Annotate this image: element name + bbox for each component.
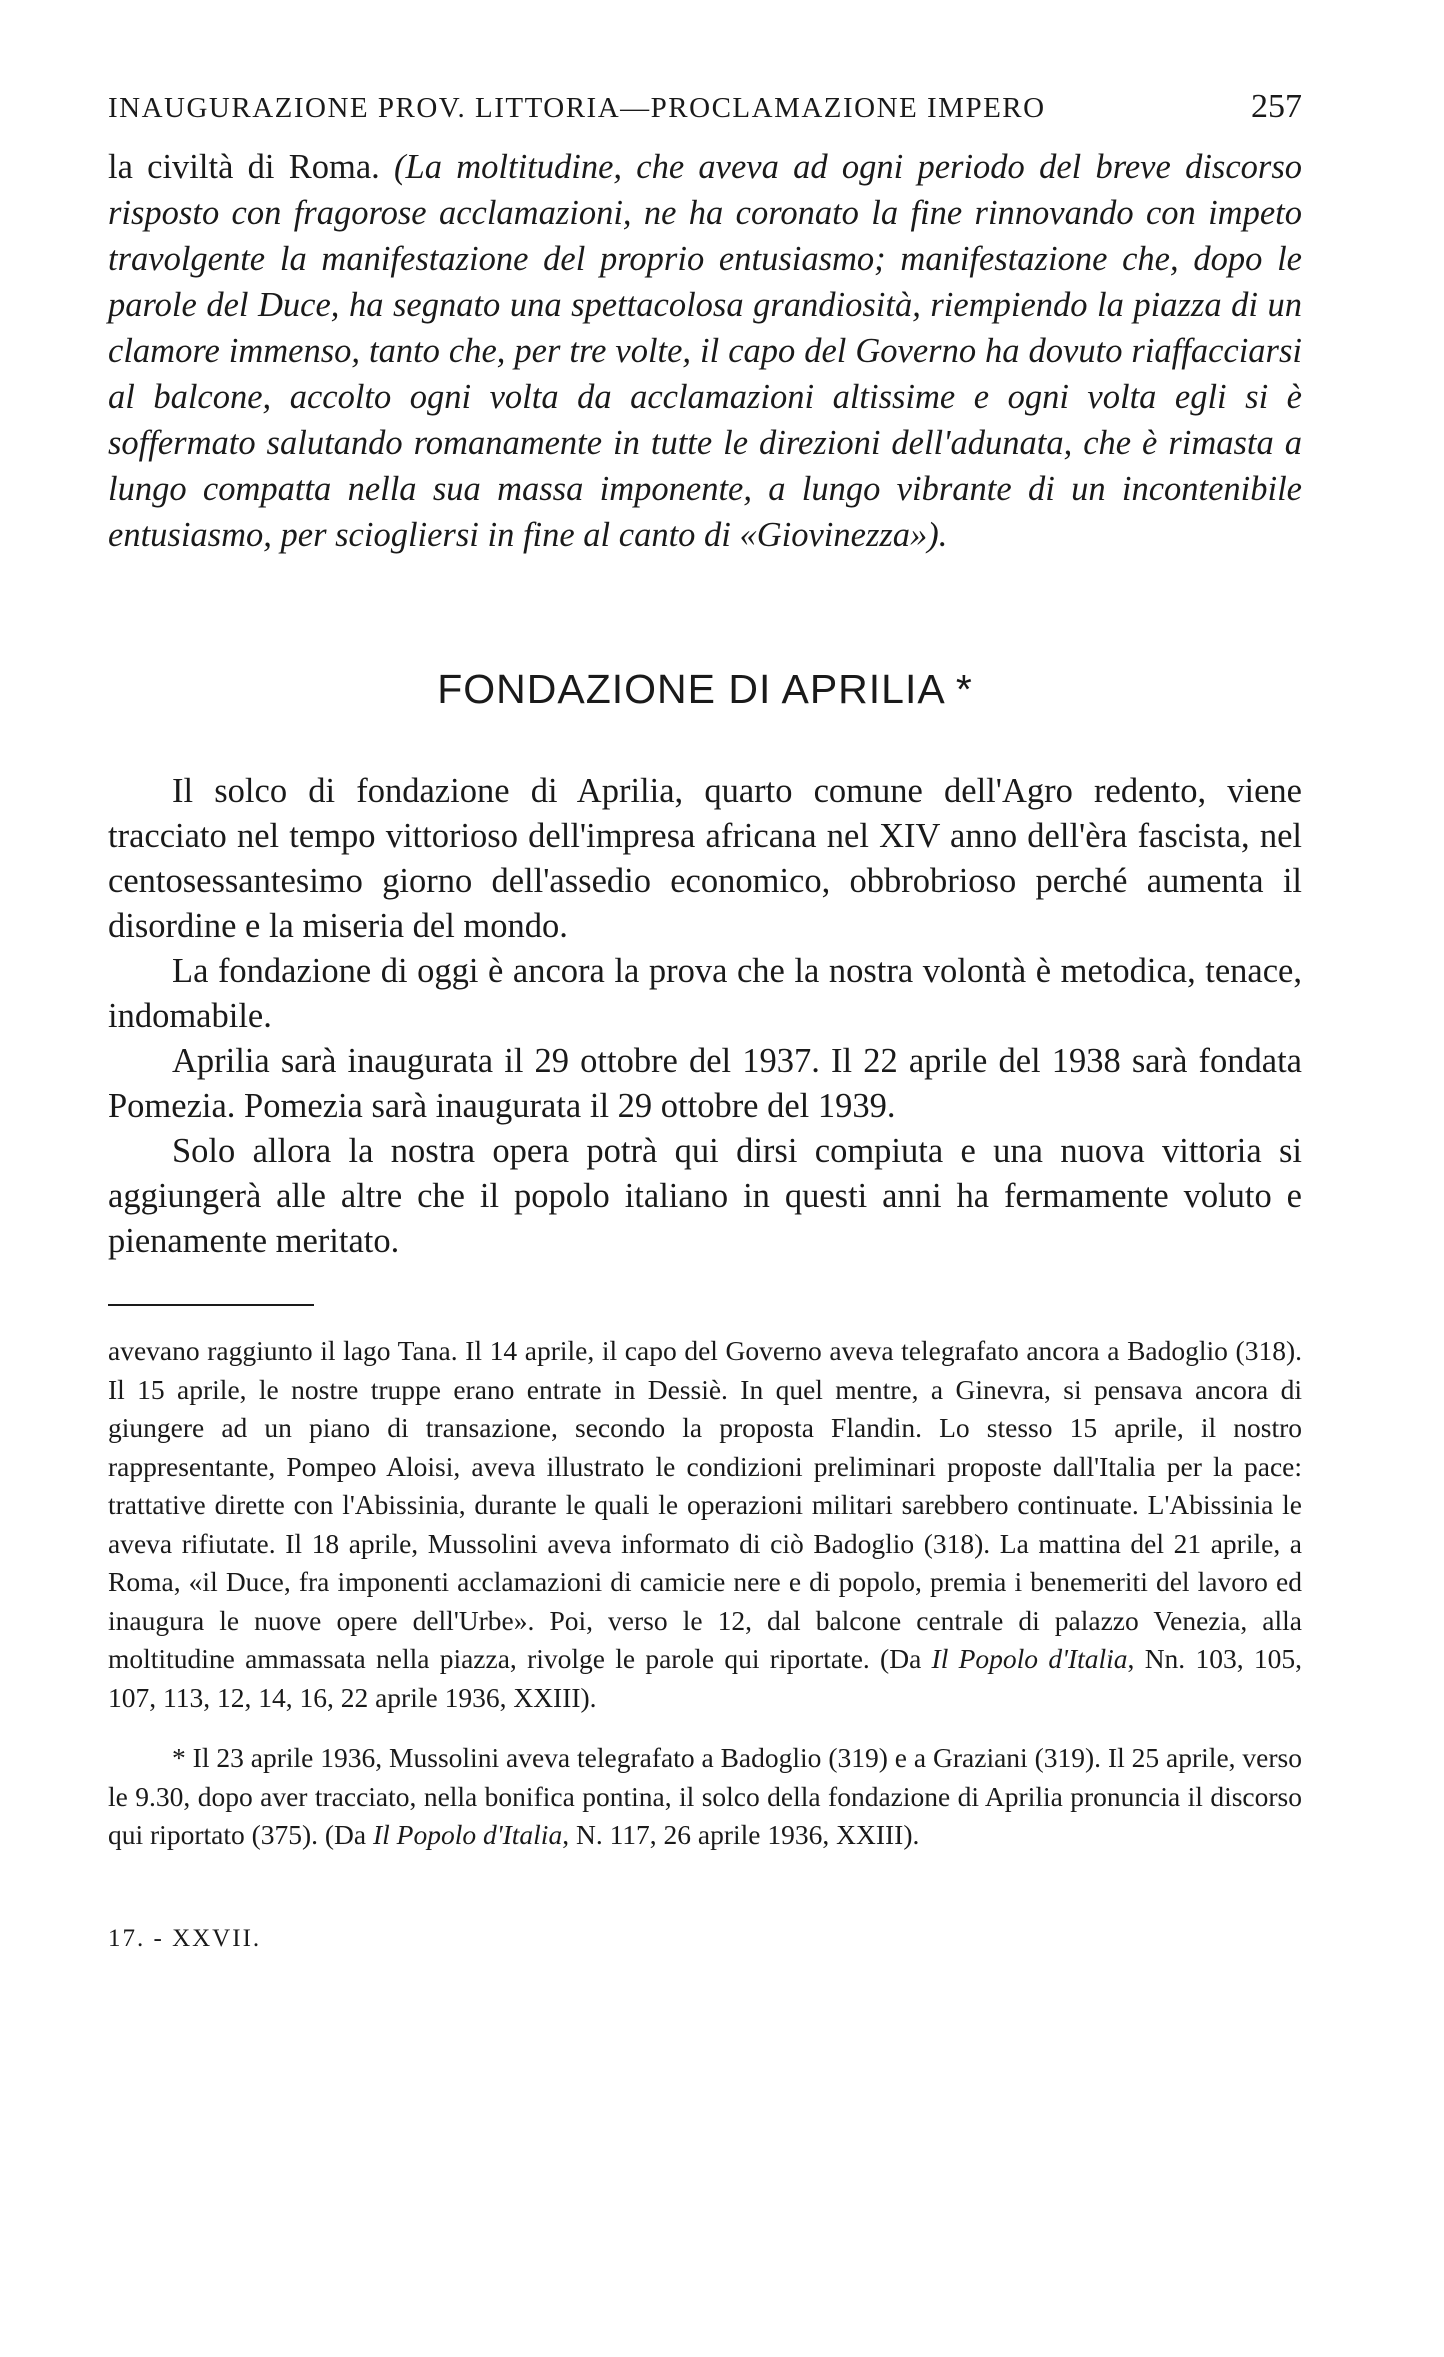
body-paragraph-4: Solo allora la nostra opera potrà qui dirsi compiuta e una nuova vittoria si aggiungerà alle altre che il popolo italiano in questi anni ha fermamente voluto e pienamente meritato. xyxy=(108,1132,1302,1260)
body-paragraph-3: Aprilia sarà inaugurata il 29 ottobre del 1937. Il 22 aprile del 1938 sarà fondata Pomezia. Pomezia sarà inaugurata il 29 ottobre del 1939. xyxy=(108,1042,1302,1125)
page-number: 257 xyxy=(1251,88,1302,125)
footnote-divider xyxy=(108,1304,314,1306)
footnote-continued-tail: , Nn. 103, 105, 107, 113, 12, 14, 16, 22 aprile 1936, XXIII). xyxy=(108,1643,1302,1713)
footnote-star-text: * Il 23 aprile 1936, Mussolini aveva telegrafato a Badoglio (319) e a Graziani (319). Il 25 aprile, verso le 9.30, dopo aver tracciato, nella bonifica pontina, il solco della fondazione di Aprilia pronuncia il discorso qui riportato (375). (Da xyxy=(108,1742,1302,1850)
body-paragraph-2: La fondazione di oggi è ancora la prova che la nostra volontà è metodica, tenace, indomabile. xyxy=(108,952,1302,1035)
body-paragraph-1: Il solco di fondazione di Aprilia, quarto comune dell'Agro redento, viene tracciato nel tempo vittorioso dell'impresa africana nel XIV anno dell'èra fascista, nel centosessantesimo giorno dell'assedio economico, obbrobrioso perché aumenta il disordine e la miseria del mondo. xyxy=(108,772,1302,945)
footnote-star-tail: , N. 117, 26 aprile 1936, XXIII). xyxy=(562,1819,920,1850)
footnote-star xyxy=(108,1739,1302,1855)
signature-mark: 17. - XXVII. xyxy=(108,1924,262,1952)
continuation-italic-text: (La moltitudine, che aveva ad ogni periodo del breve discorso risposto con fragorose acclamazioni, ne ha coronato la fine rinnovando con impeto travolgente la manifestazione del proprio entusiasmo; manifestazione che, dopo le parole del Duce, ha segnato una spettacolosa grandiosità, riempiendo la piazza di un clamore immenso, tanto che, per tre volte, il capo del Governo ha dovuto riaffacciarsi al balcone, accolto ogni volta da acclamazioni altissime e ogni volta egli si è soffermato salutando romanamente in tutte le direzioni dell'adunata, che è rimasta a lungo compatta nella sua massa imponente, a lungo vibrante di un incontenibile entusiasmo, per sciogliersi in fine al canto di «Giovinezza»). xyxy=(108,148,1303,554)
footnote-star-source: Il Popolo d'Italia xyxy=(373,1819,563,1850)
footnote-continued xyxy=(108,1332,1302,1717)
section-title: FONDAZIONE DI APRILIA * xyxy=(437,666,973,712)
footnote-continued-source: Il Popolo d'Italia xyxy=(931,1643,1128,1674)
running-head xyxy=(108,88,1302,126)
continuation-paragraph xyxy=(108,144,1302,558)
running-title: INAUGURAZIONE PROV. LITTORIA—PROCLAMAZIONE IMPERO xyxy=(108,92,1046,124)
continuation-lead: la civiltà di Roma. xyxy=(108,148,395,186)
footnote-continued-text: avevano raggiunto il lago Tana. Il 14 aprile, il capo del Governo aveva telegrafato ancora a Badoglio (318). Il 15 aprile, le nostre truppe erano entrate in Dessiè. In quel mentre, a Ginevra, si pensava ancora di giungere ad un piano di transazione, secondo la proposta Flandin. Lo stesso 15 aprile, il nostro rappresentante, Pompeo Aloisi, aveva illustrato le condizioni preliminari proposte dall'Italia per la pace: trattative dirette con l'Abissinia, durante le quali le operazioni militari sarebbero continuate. L'Abissinia le aveva rifiutate. Il 18 aprile, Mussolini aveva informato di ciò Badoglio (318). La mattina del 21 aprile, a Roma, «il Duce, fra imponenti acclamazioni di camicie nere e di popolo, premia i benemeriti del lavoro ed inaugura le nuove opere dell'Urbe». Poi, verso le 12, dal balcone centrale di palazzo Venezia, alla moltitudine ammassata nella piazza, rivolge le parole qui riportate. (Da xyxy=(108,1335,1302,1674)
